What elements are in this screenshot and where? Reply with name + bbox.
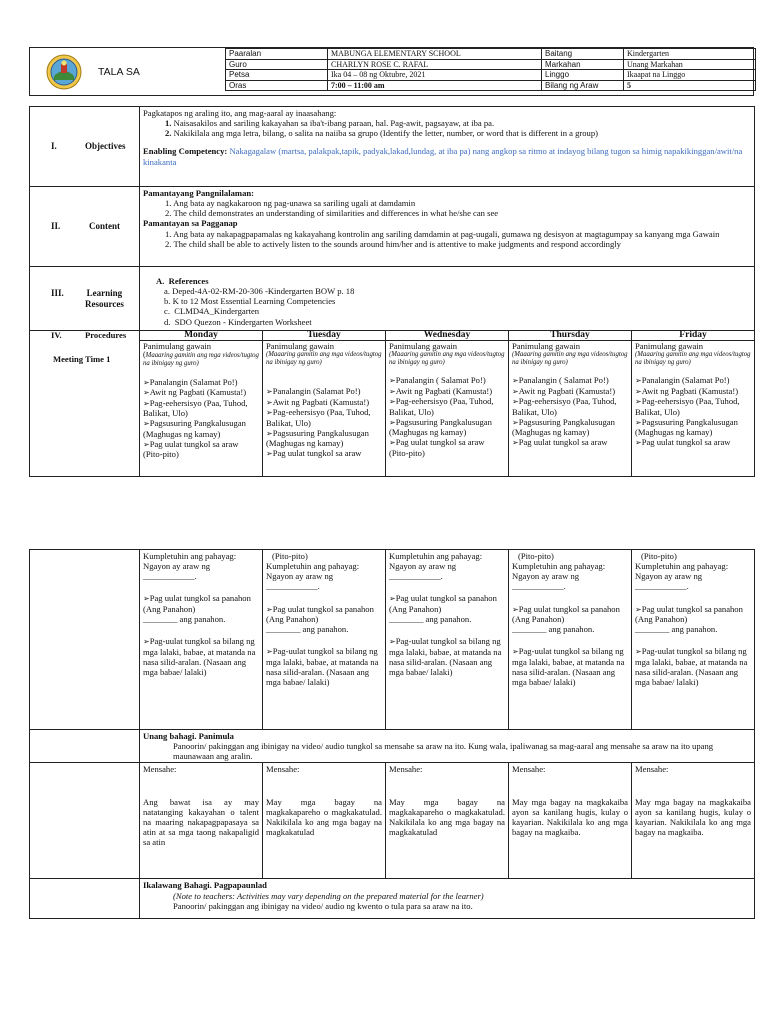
resources-content: A. References a. Deped-4A-02-RM-20-306 -Kindergarten BOW p. 18 b. K to 12 Most Essential Learning Competencies c. CLMD4A_Kindergarten d. SDO Quezon - Kindergarten Worksheet (140, 267, 755, 331)
objectives-row (30, 107, 755, 187)
mensahe-wednesday: Mensahe: May mga bagay na magkakapareho o magkakatulad. Nakikilala ko ang mga bagay na magkakatulad (386, 763, 509, 879)
header-info-table (225, 48, 756, 91)
cont-thursday: (Pito-pito) Kumpletuhin ang pahayag: Ngayon ay araw ng ____________. ➢ Pag uulat tungkol sa panahon (Ang Panahon) ________ ang panahon. ➢ Pag-uulat tungkol sa bilang ng mga lalaki, babae, at matanda na nasa silid-aralan. (Nasaan ang mga babae/ lalaki) (509, 550, 632, 730)
list-item: ➢ Panalangin ( Salamat Po!) (512, 375, 628, 385)
objectives-label: I. Objectives (30, 107, 140, 187)
list-item: ➢ Awit ng Pagbati (Kamusta!) (266, 397, 382, 407)
cont-wednesday: Kumpletuhin ang pahayag: Ngayon ay araw ng ____________. ➢ Pag uulat tungkol sa panahon (Ang Panahon) ________ ang panahon. ➢ Pag-uulat tungkol sa bilang ng mga lalaki, babae, at matanda na nasa silid-aralan. (Nasaan ang mga babae/ lalaki) (386, 550, 509, 730)
list-item: ➢ Pag uulat tungkol sa araw (635, 437, 751, 447)
header-block (29, 47, 754, 96)
list-item: ➢ Pag-eehersisyo (Paa, Tuhod, Balikat, Ulo) (389, 396, 505, 417)
list-item: ➢ Pag uulat tungkol sa araw (512, 437, 628, 447)
lesson-plan-table-page1 (29, 106, 755, 477)
list-item: ➢ Pagsusuring Pangkalusugan (Maghugas ng kamay) (389, 417, 505, 438)
day-wednesday: Wednesday Panimulang gawain (Maaaring gamitin ang mga videos/tugtog na ibinigay ng guro) ➢ Panalangin ( Salamat Po!) ➢ Awit ng Pagbati (Kamusta!) ➢ Pag-eehersisyo (Paa, Tuhod, Balikat, Ulo) ➢ Pagsusuring Pangkalusugan (Maghugas ng kamay) ➢ Pag uulat tungkol sa araw (Pito-pito) (386, 331, 509, 477)
mensahe-row (30, 763, 755, 879)
content-label: II. Content (30, 187, 140, 267)
list-item: ➢ Panalangin (Salamat Po!) (266, 386, 382, 396)
list-item: ➢ Pag uulat tungkol sa araw (Pito-pito) (143, 439, 259, 460)
list-item: ➢ Pagsusuring Pangkalusugan (Maghugas ng kamay) (143, 418, 259, 439)
list-item: ➢ Pag-eehersisyo (Paa, Tuhod, Balikat, Ulo) (512, 396, 628, 417)
header-row-guro: Guro CHARLYN ROSE C. RAFAL Markahan Unang Markahan (226, 59, 756, 70)
ikalawang-bahagi-row: Ikalawang Bahagi. Pagpapaunlad (Note to teachers: Activities may vary depending on the prepared material for the learner) Panoorin/ pakinggan ang ibinigay na video/ audio ng kwento o tula para sa araw na ito. (30, 879, 755, 919)
objective-item: 1. Naisasakilos and sariling kakayahan sa iba't-ibang paraan, hal. Pag-awit, pagsayaw, at iba pa. (165, 118, 495, 129)
day-monday: Monday Panimulang gawain (Maaaring gamitin ang mga videos/tugtog na ibinigay ng guro) ➢ Panalangin (Salamat Po!) ➢ Awit ng Pagbati (Kamusta!) ➢ Pag-eehersisyo (Paa, Tuhod, Balikat, Ulo) ➢ Pagsusuring Pangkalusugan (Maghugas ng kamay) ➢ Pag uulat tungkol sa araw (Pito-pito) (140, 331, 263, 477)
day-thursday: Thursday Panimulang gawain (Maaaring gamitin ang mga videos/tugtog na ibinigay ng guro) ➢ Panalangin ( Salamat Po!) ➢ Awit ng Pagbati (Kamusta!) ➢ Pag-eehersisyo (Paa, Tuhod, Balikat, Ulo) ➢ Pagsusuring Pangkalusugan (Maghugas ng kamay) ➢ Pag uulat tungkol sa araw (509, 331, 632, 477)
day-tuesday: Tuesday Panimulang gawain (Maaaring gamitin ang mga videos/tugtog na ibinigay ng guro) ➢ Panalangin (Salamat Po!) ➢ Awit ng Pagbati (Kamusta!) ➢ Pag-eehersisyo (Paa, Tuhod, Balikat, Ulo) ➢ Pagsusuring Pangkalusugan (Maghugas ng kamay) ➢ Pag uulat tungkol sa araw (263, 331, 386, 477)
header-row-paaralan: Paaralan MABUNGA ELEMENTARY SCHOOL Baitang Kindergarten (226, 49, 756, 60)
list-item: ➢ Pag-eehersisyo (Paa, Tuhod, Balikat, Ulo) (266, 407, 382, 428)
list-item: ➢ Pag-eehersisyo (Paa, Tuhod, Balikat, Ulo) (143, 398, 259, 419)
continuation-row (30, 550, 755, 730)
mensahe-friday: Mensahe: May mga bagay na magkakaiba ayon sa kanilang hugis, kulay o kayarian. Nakikilala ko ang mga bagay na magkaiba. (632, 763, 755, 879)
list-item: ➢ Pag-eehersisyo (Paa, Tuhod, Balikat, Ulo) (635, 396, 751, 417)
enabling-competency: Enabling Competency: Nakagagalaw (martsa, palakpak,tapik, padyak,lakad,lundag, at iba pa) nang angkop sa ritmo at indayog bilang tugon sa himig napakikinggan/awit/na kinakanta (143, 146, 743, 167)
day-friday: Friday Panimulang gawain (Maaaring gamitin ang mga videos/tugtog na ibinigay ng guro) ➢ Panalangin (Salamat Po!) ➢ Awit ng Pagbati (Kamusta!) ➢ Pag-eehersisyo (Paa, Tuhod, Balikat, Ulo) ➢ Pagsusuring Pangkalusugan (Maghugas ng kamay) ➢ Pag uulat tungkol sa araw (632, 331, 755, 477)
list-item: ➢ Panalangin (Salamat Po!) (635, 375, 751, 385)
deped-seal-icon (46, 54, 82, 90)
list-item: ➢ Awit ng Pagbati (Kamusta!) (512, 386, 628, 396)
objectives-content: Pagkatapos ng araling ito, ang mag-aaral ay inaasahang: 1. Naisasakilos and sariling kakayahan sa iba't-ibang paraan, hal. Pag-awit, pagsayaw, at iba pa. 2. Nakikilala ang mga letra, bilang, o salita na naiiba sa grupo (Identify the letter, number, or word that is different in a group) Enabling Competency: Nakagagalaw (martsa, palakpak,tapik, padyak,lakad,lundag, at iba pa) nang angkop sa ritmo at indayog bilang tugon sa himig napakikinggan/awit/na kinakanta (140, 107, 755, 187)
list-item: ➢ Pagsusuring Pangkalusugan (Maghugas ng kamay) (266, 428, 382, 449)
list-item: ➢ Pag uulat tungkol sa araw (266, 448, 382, 458)
lesson-plan-table-page2 (29, 549, 755, 919)
school-logo (46, 54, 82, 90)
list-item: ➢ Panalangin (Salamat Po!) (143, 377, 259, 387)
mensahe-monday: Mensahe: Ang bawat isa ay may natatanging kakayahan o talent na maaring nakapagpapasaya sa atin at sa mga taong nakapaligid sa atin (140, 763, 263, 879)
resources-label: III. Learning Resources (30, 267, 140, 331)
content-content: Pamantayang Pangnilalaman: 1. Ang bata ay nagkakaroon ng pag-unawa sa sariling ugali at damdamin 2. The child demonstrates an understanding of similarities and differences in what he/she can see Pamantayan sa Pagganap 1. Ang bata ay nakapagpapamalas ng kakayahang kontrolin ang sariling damdamin at pag-uugali, gumawa ng desisyon at magtagumpay sa kanyang mga Gawain 2. The child shall be able to actively listen to the sounds around him/her and is attentive to make judgments and respond accordingly (140, 187, 755, 267)
header-row-petsa: Petsa Ika 04 – 08 ng Oktubre, 2021 Linggo Ikaapat na Linggo (226, 70, 756, 81)
list-item: ➢ Pagsusuring Pangkalusugan (Maghugas ng kamay) (512, 417, 628, 438)
cont-friday: (Pito-pito) Kumpletuhin ang pahayag: Ngayon ay araw ng ____________. ➢ Pag uulat tungkol sa panahon (Ang Panahon) ________ ang panahon. ➢ Pag-uulat tungkol sa bilang ng mga lalaki, babae, at matanda na nasa silid-aralan. (Nasaan ang mga babae/ lalaki) (632, 550, 755, 730)
resources-row (30, 267, 755, 331)
document-title: TALA SA (98, 66, 140, 78)
mensahe-thursday: Mensahe: May mga bagay na magkakaiba ayon sa kanilang hugis, kulay o kayarian. Nakikilala ko ang mga bagay na magkaiba. (509, 763, 632, 879)
list-item: ➢ Panalangin ( Salamat Po!) (389, 375, 505, 385)
list-item: ➢ Pag uulat tungkol sa araw (Pito-pito) (389, 437, 505, 458)
cont-monday: Kumpletuhin ang pahayag: Ngayon ay araw ng ____________. ➢ Pag uulat tungkol sa panahon (Ang Panahon) ________ ang panahon. ➢ Pag-uulat tungkol sa bilang ng mga lalaki, babae, at matanda na nasa silid-aralan. (Nasaan ang mga babae/ lalaki) (140, 550, 263, 730)
list-item: ➢ Awit ng Pagbati (Kamusta!) (389, 386, 505, 396)
list-item: ➢ Awit ng Pagbati (Kamusta!) (143, 387, 259, 397)
procedures-row (30, 331, 755, 477)
content-row (30, 187, 755, 267)
list-item: ➢ Awit ng Pagbati (Kamusta!) (635, 386, 751, 396)
mensahe-tuesday: Mensahe: May mga bagay na magkakapareho o magkakatulad. Nakikilala ko ang mga bagay na magkakatulad (263, 763, 386, 879)
cont-tuesday: (Pito-pito) Kumpletuhin ang pahayag: Ngayon ay araw ng ____________. ➢ Pag uulat tungkol sa panahon (Ang Panahon) ________ ang panahon. ➢ Pag-uulat tungkol sa bilang ng mga lalaki, babae, at matanda na nasa silid-aralan. (Nasaan ang mga babae/ lalaki) (263, 550, 386, 730)
list-item: ➢ Pagsusuring Pangkalusugan (Maghugas ng kamay) (635, 417, 751, 438)
objective-item: 2. Nakikilala ang mga letra, bilang, o salita na naiiba sa grupo (Identify the letter, number, or word that is different in a group) (165, 128, 599, 139)
header-row-oras: Oras 7:00 – 11:00 am Bilang ng Araw 5 (226, 80, 756, 91)
procedures-label: IV. Procedures Meeting Time 1 (30, 331, 140, 477)
unang-bahagi-row: Unang bahagi. Panimula Panoorin/ pakinggan ang ibinigay na video/ audio tungkol sa mensahe sa araw na ito. Kung wala, ipaliwanag sa mag-aaral ang mensahe sa araw na ito upang maunawaan ang aralin. (30, 730, 755, 763)
